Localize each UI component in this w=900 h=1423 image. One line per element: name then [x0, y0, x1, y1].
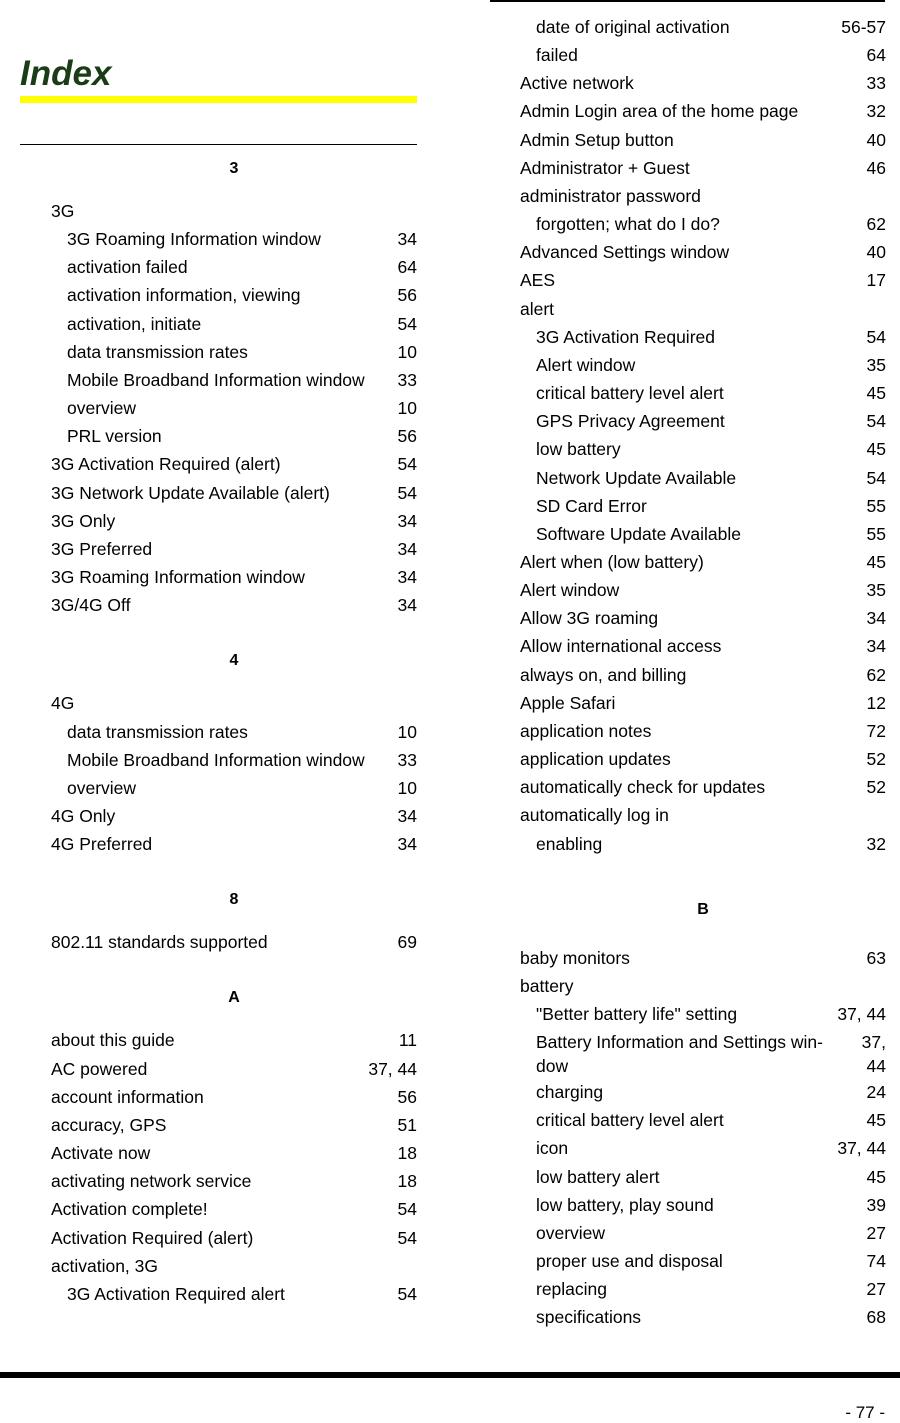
index-subentry: forgotten; what do I do? 62	[536, 214, 886, 235]
index-subentry: 3G Roaming Information window 34	[67, 229, 417, 250]
index-entry: application notes 72	[520, 720, 886, 741]
page-number: - 77 -	[845, 1403, 885, 1422]
left-column-rule	[20, 144, 417, 145]
index-subentry: overview 10	[67, 777, 417, 798]
index-entry: Administrator + Guest 46	[520, 157, 886, 178]
index-subentry: data transmission rates 10	[67, 341, 417, 362]
index-left-column	[51, 155, 417, 1308]
index-subentry: activation failed 64	[67, 257, 417, 278]
index-subentry: critical battery level alert 45	[536, 1110, 886, 1131]
index-entry: Admin Login area of the home page 32	[520, 101, 886, 122]
index-entry: 3G Activation Required (alert) 54	[51, 454, 417, 475]
index-entry: 3G	[51, 201, 75, 221]
section-heading-3: 3	[229, 160, 239, 177]
index-subentry: failed 64	[536, 45, 886, 66]
index-subentry: "Better battery life" setting 37, 44	[536, 1004, 886, 1024]
index-entry: automatically log in	[520, 805, 669, 826]
index-subentry: GPS Privacy Agreement 54	[536, 411, 886, 432]
index-entry: baby monitors 63	[520, 947, 886, 968]
index-entry: 3G Network Update Available (alert) 54	[51, 482, 417, 503]
index-entry: Advanced Settings window 40	[520, 242, 886, 263]
index-entry: 4G Only 34	[51, 805, 417, 826]
index-entry: accuracy, GPS 51	[51, 1114, 417, 1135]
index-subentry: replacing 27	[536, 1279, 886, 1300]
index-entry: AES 17	[520, 270, 886, 291]
footer-rule	[0, 1372, 900, 1378]
index-entry: 802.11 standards supported 69	[51, 932, 417, 953]
section-heading-8: 8	[229, 891, 239, 909]
index-entry: Alert when (low battery) 45	[520, 551, 886, 572]
index-subentry: Software Update Available 55	[536, 523, 886, 544]
index-subentry: Alert window 35	[536, 354, 886, 375]
page-title: Index	[20, 54, 112, 93]
index-entry: activation, 3G	[51, 1255, 158, 1276]
index-subentry: 3G Activation Required alert 54	[67, 1283, 417, 1304]
index-entry: 3G Roaming Information window 34	[51, 567, 417, 588]
index-subentry: date of original activation 56-57	[536, 17, 886, 37]
index-subentry: activation information, viewing 56	[67, 285, 417, 306]
index-entry: Activation complete! 54	[51, 1199, 417, 1220]
index-entry: Allow international access 34	[520, 636, 886, 657]
section-heading-4: 4	[229, 652, 239, 670]
index-entry: 3G Preferred 34	[51, 538, 417, 559]
index-subentry: PRL version 56	[67, 426, 417, 447]
index-entry: administrator password	[520, 185, 701, 206]
index-entry: Activation Required (alert) 54	[51, 1227, 417, 1248]
index-subentry: critical battery level alert 45	[536, 383, 886, 404]
index-entry: 3G Only 34	[51, 510, 417, 531]
index-subentry: overview 10	[67, 398, 417, 419]
index-entry: always on, and billing 62	[520, 664, 886, 685]
index-entry: Alert window 35	[520, 580, 886, 601]
index-subentry: specifications 68	[536, 1307, 886, 1328]
index-subentry: 3G Activation Required 54	[536, 326, 886, 347]
index-subentry: Mobile Broadband Information window 33	[67, 749, 417, 770]
index-entry: application updates 52	[520, 749, 886, 770]
index-right-column	[520, 13, 886, 1332]
index-entry: Active network 33	[520, 73, 886, 94]
top-rule	[490, 0, 885, 2]
index-entry: Allow 3G roaming 34	[520, 608, 886, 629]
index-subentry: low battery, play sound 39	[536, 1194, 886, 1215]
index-subentry: icon 37, 44	[536, 1138, 886, 1159]
section-heading-b: B	[697, 900, 709, 918]
section-heading-a: A	[228, 989, 240, 1007]
index-entry: about this guide 11	[51, 1030, 417, 1051]
index-subentry: low battery 45	[536, 439, 886, 460]
index-entry: Apple Safari 12	[520, 692, 886, 713]
index-entry: 4G Preferred 34	[51, 834, 417, 855]
index-entry: automatically check for updates 52	[520, 777, 886, 798]
index-subentry: data transmission rates 10	[67, 721, 417, 742]
index-entry: 4G	[51, 693, 75, 714]
index-entry: account information 56	[51, 1086, 417, 1107]
index-entry: Admin Setup button 40	[520, 129, 886, 150]
index-subentry: enabling 32	[536, 833, 886, 854]
index-subentry: proper use and disposal 74	[536, 1251, 886, 1272]
index-subentry: SD Card Error 55	[536, 495, 886, 516]
index-subentry: Mobile Broadband Information window 33	[67, 369, 417, 390]
index-subentry: activation, initiate 54	[67, 313, 417, 334]
index-subentry: overview 27	[536, 1222, 886, 1243]
index-entry: activating network service 18	[51, 1171, 417, 1192]
index-subentry: Battery Information and Settings win- dow 37, 44	[536, 1032, 886, 1077]
index-entry: Activate now 18	[51, 1143, 417, 1164]
index-entry: 3G/4G Off 34	[51, 595, 417, 616]
index-entry: AC powered 37, 44	[51, 1058, 417, 1079]
index-entry: battery	[520, 975, 574, 996]
index-subentry: charging 24	[536, 1082, 886, 1103]
index-entry: alert	[520, 298, 555, 319]
index-subentry: low battery alert 45	[536, 1166, 886, 1187]
title-underline	[20, 96, 417, 103]
index-subentry: Network Update Available 54	[536, 467, 886, 488]
